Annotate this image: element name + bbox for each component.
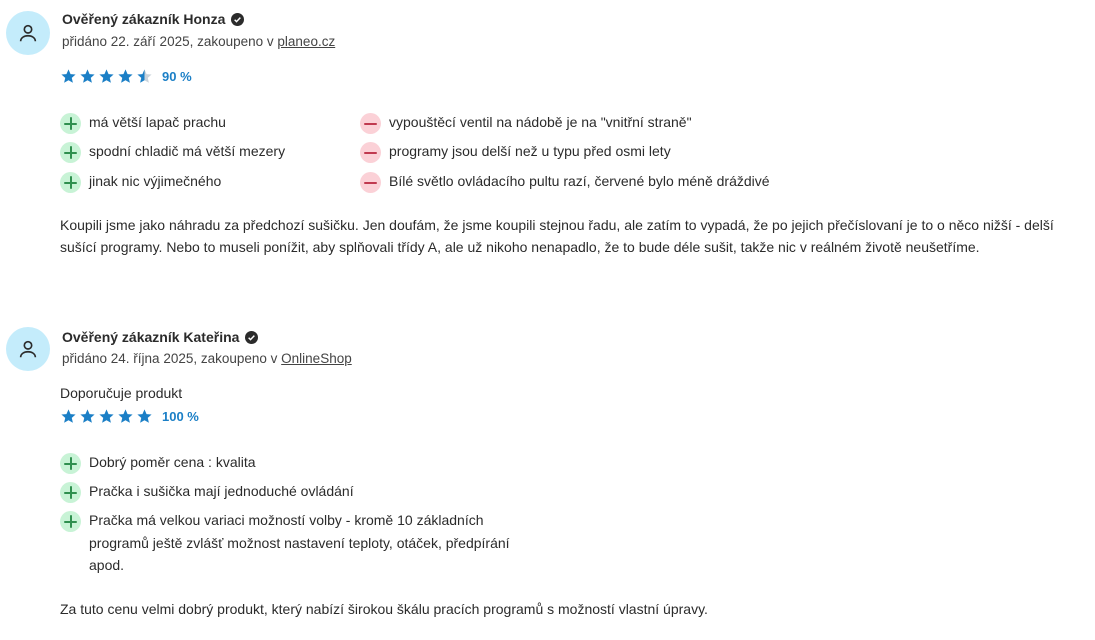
user-icon <box>17 338 39 360</box>
rating <box>60 408 199 425</box>
con-item <box>360 143 671 163</box>
plus-icon <box>60 453 81 474</box>
check-circle-icon <box>245 331 258 344</box>
avatar <box>6 327 50 371</box>
star-icon <box>79 68 96 85</box>
rating <box>60 68 192 85</box>
author-name: Ověřený zákazník Kateřina <box>62 329 240 345</box>
star-icon <box>60 68 77 85</box>
review-date: přidáno 24. října 2025, zakoupeno v <box>62 351 282 366</box>
star-icon <box>98 68 115 85</box>
pro-item <box>60 173 221 193</box>
star-icon <box>79 408 96 425</box>
star-icon <box>136 68 153 85</box>
rating-percent: 90 % <box>162 69 192 84</box>
review-date: přidáno 22. září 2025, zakoupeno v <box>62 34 278 49</box>
pro-text: jinak nic výjimečného <box>89 173 222 189</box>
minus-icon <box>360 113 381 134</box>
recommend-label: Doporučuje produkt <box>60 385 183 401</box>
review-author <box>62 11 244 27</box>
pro-item <box>60 483 354 503</box>
author-name: Ověřený zákazník Honza <box>62 11 226 27</box>
pro-text: Pračka má velkou variaci možností volby - kromě 10 základních programů ještě zvlášť možnost nastavení teploty, otáček, předpírání apod. <box>89 512 510 573</box>
plus-icon <box>60 113 81 134</box>
star-icon <box>117 408 134 425</box>
shop-link[interactable]: planeo.cz <box>277 34 336 49</box>
star-icon <box>98 408 115 425</box>
con-text: vypouštěcí ventil na nádobě je na "vnitřní straně" <box>389 114 692 130</box>
con-item <box>360 173 770 193</box>
check-circle-icon <box>231 13 244 26</box>
shop-link[interactable]: OnlineShop <box>281 351 352 366</box>
minus-icon <box>360 172 381 193</box>
pro-item <box>60 454 256 474</box>
pro-text: Dobrý poměr cena : kvalita <box>89 454 256 470</box>
star-icon <box>60 408 77 425</box>
plus-icon <box>60 172 81 193</box>
review-meta <box>62 351 352 366</box>
pro-text: Pračka i sušička mají jednoduché ovládání <box>89 483 354 499</box>
rating-percent: 100 % <box>162 409 199 424</box>
review-text: Za tuto cenu velmi dobrý produkt, který nabízí širokou škálu pracích programů s možností vlastní úpravy. <box>60 601 708 617</box>
user-icon <box>17 22 39 44</box>
rating-stars <box>60 68 155 85</box>
con-text: Bílé světlo ovládacího pultu razí, červené bylo méně dráždivé <box>389 173 770 189</box>
avatar <box>6 11 50 55</box>
star-icon <box>117 68 134 85</box>
pro-text: má větší lapač prachu <box>89 114 226 130</box>
star-icon <box>136 408 153 425</box>
pro-item <box>60 512 519 577</box>
plus-icon <box>60 142 81 163</box>
plus-icon <box>60 511 81 532</box>
pro-item <box>60 143 285 163</box>
minus-icon <box>360 142 381 163</box>
rating-stars <box>60 408 155 425</box>
review-meta <box>62 34 335 49</box>
pro-text: spodní chladič má větší mezery <box>89 143 286 159</box>
con-text: programy jsou delší než u typu před osmi lety <box>389 143 671 159</box>
plus-icon <box>60 482 81 503</box>
review-text: Koupili jsme jako náhradu za předchozí sušičku. Jen doufám, že jsme koupili stejnou řadu, ale zatím to vypadá, že po jejich přečíslovaní je to o něco nižší - delší sušící programy. Nebo to museli ponížit, aby splňovali třídy A, ale už nikoho nenapadlo, že to bude déle sušit, takže nic v reálném životě neušetříme. <box>60 217 1054 255</box>
pro-item <box>60 114 226 134</box>
con-item <box>360 114 692 134</box>
review-author <box>62 329 258 345</box>
